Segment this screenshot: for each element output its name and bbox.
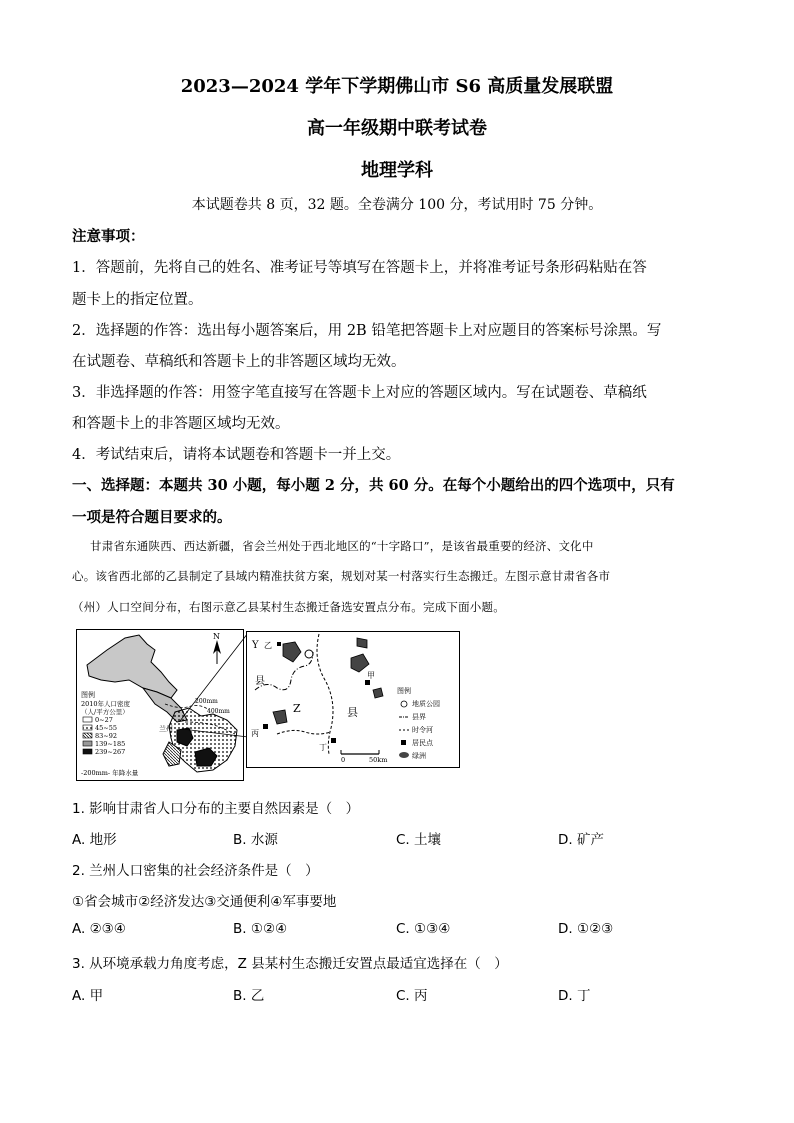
map-label-y: Y [252, 640, 259, 651]
q1-option-b: B. 水源 [233, 832, 278, 848]
subject-title: 地理学科 [361, 160, 433, 181]
section-heading-b: 一项是符合题目要求的。 [72, 509, 232, 526]
right-legend-1: 地质公园 [412, 700, 440, 708]
map-label-ding: 丁 [319, 743, 327, 752]
left-legend-sub1: 2010年人口密度 [81, 700, 131, 708]
q3-option-b: B. 乙 [233, 988, 265, 1004]
map-label-yi: 乙 [264, 641, 272, 650]
oasis-1 [283, 642, 301, 662]
map-label-z: Z [293, 702, 301, 715]
section-heading-a: 一、选择题：本题共 30 小题，每小题 2 分，共 60 分。在每个小题给出的四个选项中，只有 [72, 477, 675, 494]
q2-option-c: C. ①③④ [396, 921, 451, 937]
density-class-3: 83~92 [95, 732, 117, 740]
question-3-stem: 3. 从环境承载力角度考虑，Z 县某村生态搬迁安置点最适宜选择在（ ） [72, 956, 508, 972]
question-2-statements: ①省会城市②经济发达③交通便利④军事要地 [72, 894, 337, 910]
settlement-yi [277, 642, 281, 646]
map-label-jia: 甲 [367, 671, 375, 680]
geopark-icon [305, 650, 313, 658]
q3-option-d: D. 丁 [558, 988, 591, 1004]
q3-option-a: A. 甲 [72, 988, 104, 1004]
q2-option-d: D. ①②③ [558, 921, 614, 937]
note-4: 4．考试结束后，请将本试题卷和答题卡一并上交。 [72, 447, 401, 463]
map-label-bing: 丙 [251, 729, 259, 738]
settlement-bing [263, 724, 268, 729]
note-3b: 和答题卡上的非答题区域均无效。 [72, 416, 290, 432]
question-2-stem: 2. 兰州人口密集的社会经济条件是（ ） [72, 863, 319, 879]
q1-option-c: C. 土壤 [396, 832, 442, 848]
left-legend-sub2: （人/平方公里） [81, 708, 129, 716]
density-class-2: 45~55 [95, 724, 117, 732]
exam-title: 2023—2024 学年下学期佛山市 S6 高质量发展联盟 [180, 76, 614, 97]
q1-option-a: A. 地形 [72, 832, 117, 848]
oasis-3 [357, 638, 367, 648]
rainfall-legend: -200mm- 年降水量 [81, 769, 139, 777]
right-legend-5: 绿洲 [412, 752, 426, 760]
notes-heading: 注意事项： [72, 228, 145, 245]
right-legend-3: 时令河 [412, 726, 433, 734]
map-label-county-1: 县 [255, 676, 265, 687]
scale-50km: 50km [369, 756, 388, 764]
right-legend-2: 县界 [412, 713, 426, 721]
oasis-4 [273, 710, 287, 724]
map-label-county-2: 县 [347, 706, 358, 719]
passage-line-3: （州）人口空间分布，右图示意乙县某村生态搬迁备选安置点分布。完成下面小题。 [72, 600, 505, 614]
passage-line-1: 甘肃省东通陕西、西达新疆，省会兰州处于西北地区的“十字路口”，是该省最重要的经济、文化中 [90, 539, 594, 553]
passage-line-2: 心。该省西北部的乙县制定了县域内精准扶贫方案，规划对某一村落实行生态搬迁。左图示意甘肃省各市 [72, 569, 611, 583]
density-class-5: 239~267 [95, 748, 126, 756]
gansu-west-region [87, 635, 177, 698]
oasis-5 [373, 688, 383, 698]
legend-oasis-icon [399, 752, 409, 758]
q3-option-c: C. 丙 [396, 988, 428, 1004]
question-1-stem: 1. 影响甘肃省人口分布的主要自然因素是（ ） [72, 801, 360, 817]
isohyet-400-label: 400mm [207, 708, 230, 715]
exam-info: 本试题卷共 8 页，32 题。全卷满分 100 分，考试用时 75 分钟。 [191, 197, 603, 213]
q1-option-d: D. 矿产 [558, 832, 604, 848]
note-1a: 1．答题前，先将自己的姓名、准考证号等填写在答题卡上，并将准考证号条形码粘贴在答 [72, 260, 647, 276]
note-3a: 3．非选择题的作答：用签字笔直接写在答题卡上对应的答题区域内。写在试题卷、草稿纸 [72, 385, 647, 401]
scale-zero: 0 [341, 756, 346, 764]
left-legend-title: 图例 [81, 691, 95, 699]
settlement-ding [331, 738, 336, 743]
lanzhou-label: 兰州 [159, 725, 173, 733]
seasonal-river-2 [277, 730, 331, 734]
note-2a: 2．选择题的作答：选出每小题答案后，用 2B 铅笔把答题卡上对应题目的答案标号涂黑。写 [72, 323, 662, 339]
right-legend-4: 居民点 [412, 739, 433, 747]
density-class-1: 0~27 [95, 716, 113, 724]
legend-settlement-icon [401, 740, 406, 745]
isohyet-200-label: 200mm [195, 698, 218, 705]
note-1b: 题卡上的指定位置。 [72, 292, 203, 308]
map-connector-lines [170, 629, 250, 739]
density-class-4: 139~185 [95, 740, 126, 748]
note-2b: 在试题卷、草稿纸和答题卡上的非答题区域均无效。 [72, 354, 406, 370]
exam-subtitle: 高一年级期中联考试卷 [307, 118, 487, 139]
right-legend-title: 图例 [397, 687, 411, 695]
q2-option-b: B. ①②④ [233, 921, 288, 937]
z-county-resettlement-map [246, 631, 460, 768]
q2-option-a: A. ②③④ [72, 921, 126, 937]
seasonal-river [317, 634, 333, 754]
north-label: N [213, 632, 220, 641]
legend-geopark-icon [401, 701, 407, 707]
